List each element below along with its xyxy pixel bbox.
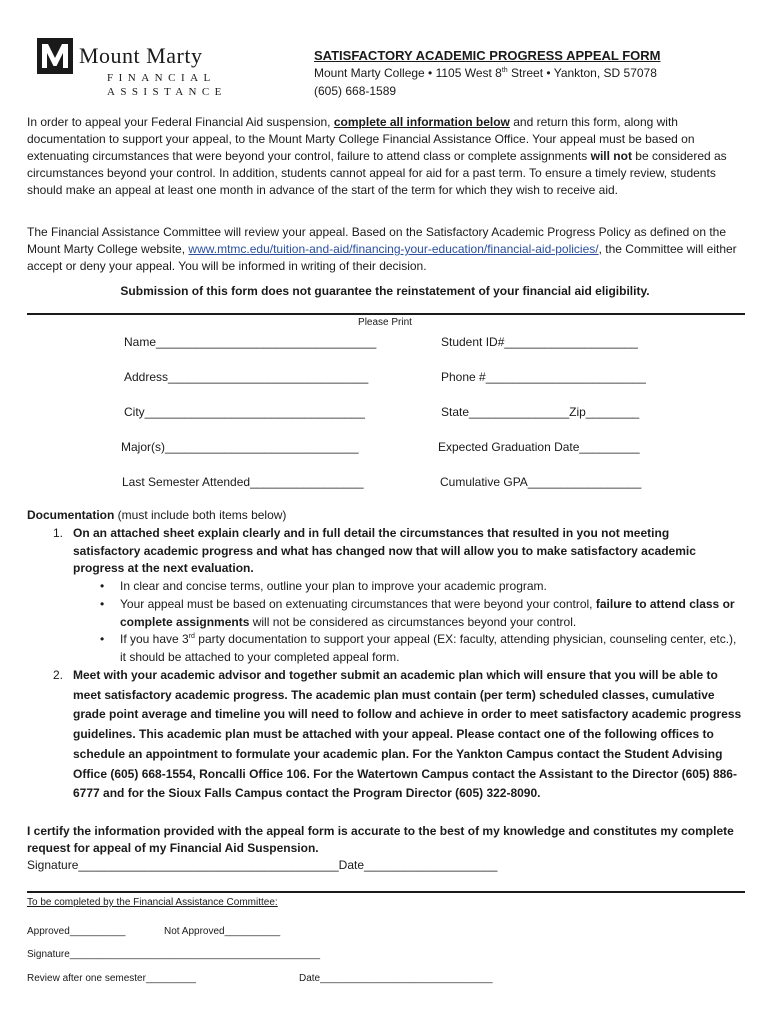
bullet-3-symbol: • — [100, 632, 105, 646]
item-1-text: On an attached sheet explain clearly and in full detail the circumstances that resulted in you not meeting satisfactory academic progress and what has changed now that will allow you to make satisfactory academic progress at the next evaluation. — [73, 526, 696, 575]
divider — [27, 313, 745, 315]
item-2-text: Meet with your academic advisor and together submit an academic plan which will ensure that you will be able to meet satisfactory academic progress. The academic plan must contain (per term) scheduled classes, cumulative grade point average and timeline you will need to follow and achieve in order to meet satisfactory academic progress guidelines. This academic plan must be attached with your appeal. Please contact one of the following offices to schedule an appointment to formulate your academic plan. For the Yankton Campus contact the Student Advising Office (605) 668-1554, Roncalli Office 106. For the Watertown Campus contact the Assistant to the Director (605) 886-6777 and for the Sioux Falls Campus contact the Program Director (605) 322-8090. — [73, 668, 742, 801]
bullet-1-text: In clear and concise terms, outline your plan to improve your academic program. — [120, 579, 547, 593]
documentation-heading: Documentation (must include both items below) — [27, 508, 287, 522]
majors-field[interactable]: Major(s)_____________________________ — [121, 440, 359, 454]
logo — [37, 38, 237, 98]
address-field[interactable]: Address______________________________ — [124, 370, 369, 384]
review-after-semester-field[interactable]: Review after one semester_________ — [27, 973, 196, 984]
state-zip-field[interactable]: State_______________Zip________ — [441, 405, 640, 419]
bullet-2-text: Your appeal must be based on extenuating circumstances that were beyond your control, failure to attend class or complete assignments will not be considered as circumstances beyond your control. — [120, 597, 735, 629]
form-title: SATISFACTORY ACADEMIC PROGRESS APPEAL FORM — [314, 48, 661, 63]
name-field[interactable]: Name_________________________________ — [124, 335, 377, 349]
city-field[interactable]: City_________________________________ — [124, 405, 365, 419]
bullet-1-symbol: • — [100, 579, 105, 593]
student-id-field[interactable]: Student ID#____________________ — [441, 335, 638, 349]
approved-field[interactable]: Approved__________ — [27, 926, 126, 937]
committee-heading: To be completed by the Financial Assistance Committee: — [27, 897, 278, 908]
intro-paragraph-2: The Financial Assistance Committee will review your appeal. Based on the Satisfactory Academic Progress Policy as defined on the Mount Marty College website, www.mtmc.edu/tuition-and-aid/financing-your-education/financial-aid-policies/, the Committee will either accept or deny your appeal. You will be informed in writing of their decision. — [27, 225, 737, 273]
logo-title: Mount Marty — [79, 43, 203, 68]
divider — [27, 891, 745, 893]
please-print-label: Please Print — [358, 317, 412, 328]
graduation-date-field[interactable]: Expected Graduation Date_________ — [438, 440, 640, 454]
certification-statement: I certify the information provided with the appeal form is accurate to the best of my knowledge and constitutes my complete request for appeal of my Financial Aid Suspension. — [27, 824, 734, 855]
eligibility-notice: Submission of this form does not guarantee the reinstatement of your financial aid eligibility. — [120, 284, 650, 298]
student-signature-date-field[interactable]: Signature_______________________________________Date____________________ — [27, 858, 498, 872]
college-phone: (605) 668-1589 — [314, 84, 397, 98]
item-2-number: 2. — [53, 668, 64, 682]
not-approved-field[interactable]: Not Approved__________ — [164, 926, 281, 937]
logo-subtitle-1: FINANCIAL — [107, 72, 216, 84]
cumulative-gpa-field[interactable]: Cumulative GPA_________________ — [440, 475, 642, 489]
item-1-number: 1. — [53, 526, 64, 540]
college-address: Mount Marty College • 1105 West 8th Street • Yankton, SD 57078 — [314, 66, 657, 80]
bullet-3-text: If you have 3rd party documentation to support your appeal (EX: faculty, attending physician, counseling center, etc.), it should be attached to your completed appeal form. — [120, 632, 737, 664]
logo-subtitle-2: ASSISTANCE — [107, 86, 227, 98]
committee-date-field[interactable]: Date_______________________________ — [299, 973, 493, 984]
last-semester-field[interactable]: Last Semester Attended_________________ — [122, 475, 364, 489]
intro-paragraph-1: In order to appeal your Federal Financial Aid suspension, complete all information below and return this form, along with documentation to support your appeal, to the Mount Marty College Financial Assistance Office. Your appeal must be based on extenuating circumstances that were beyond your control, failure to attend class or complete assignments will not be considered as circumstances beyond your control. In addition, students cannot appeal for aid for a past term. To ensure a timely review, students should make an appeal at least one month in advance of the start of the term for which they wish to receive aid. — [27, 115, 727, 197]
committee-signature-field[interactable]: Signature_____________________________________________ — [27, 949, 321, 960]
mount-marty-logo-mark — [37, 38, 73, 74]
phone-field[interactable]: Phone #________________________ — [441, 370, 646, 384]
bullet-2-symbol: • — [100, 597, 105, 611]
financial-aid-policies-link[interactable]: www.mtmc.edu/tuition-and-aid/financing-your-education/financial-aid-policies/ — [188, 242, 599, 256]
